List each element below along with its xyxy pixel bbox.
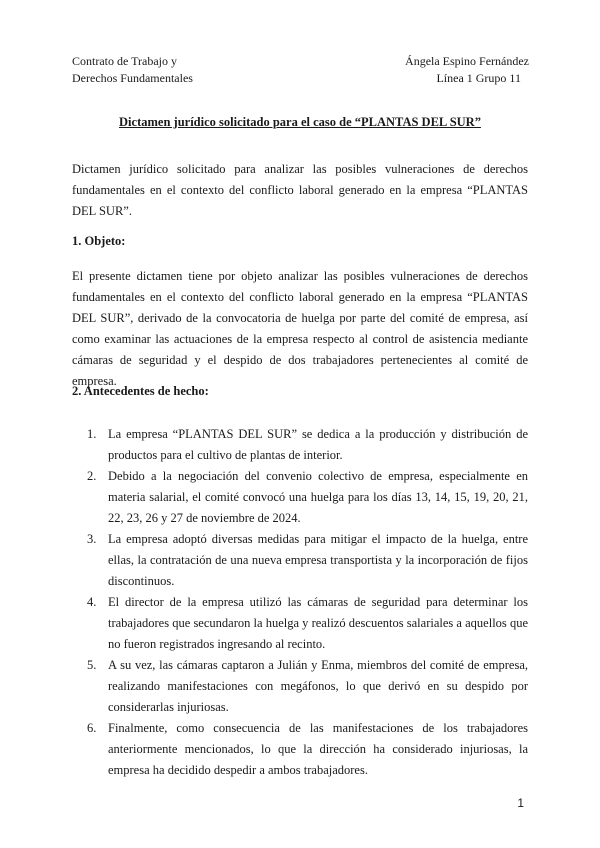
list-item-text: Finalmente, como consecuencia de las manifestaciones de los trabajadores anteriormente mencionados, lo que la dirección ha considerado injuriosas, la empresa ha decidido despedir a ambos trabajadores. bbox=[108, 721, 528, 777]
list-item bbox=[72, 655, 528, 718]
header-course-line2: Derechos Fundamentales bbox=[72, 71, 193, 85]
list-item-number: 5. bbox=[87, 658, 97, 672]
document-title: Dictamen jurídico solicitado para el caso de “PLANTAS DEL SUR” bbox=[119, 115, 481, 129]
header-right bbox=[405, 53, 529, 87]
header-left bbox=[72, 53, 193, 87]
list-item-text: La empresa “PLANTAS DEL SUR” se dedica a la producción y distribución de productos para el cultivo de plantas de interior. bbox=[108, 427, 528, 462]
list-item bbox=[72, 529, 528, 592]
list-item bbox=[72, 466, 528, 529]
list-item bbox=[72, 592, 528, 655]
intro-paragraph: Dictamen jurídico solicitado para analizar las posibles vulneraciones de derechos fundamentales en el contexto del conflicto laboral generado en la empresa “PLANTAS DEL SUR”. bbox=[72, 162, 528, 218]
list-item-text: El director de la empresa utilizó las cámaras de seguridad para determinar los trabajadores que secundaron la huelga y realizó descuentos salariales a aquellos que no fueron registrados ingresando al recinto. bbox=[108, 595, 528, 651]
list-item-number: 1. bbox=[87, 427, 97, 441]
header-course-line1: Contrato de Trabajo y bbox=[72, 54, 177, 68]
list-item bbox=[72, 718, 528, 781]
list-item bbox=[72, 424, 528, 466]
list-item-text: A su vez, las cámaras captaron a Julián y Enma, miembros del comité de empresa, realizando manifestaciones con megáfonos, lo que derivó en su despido por considerarlas injuriosas. bbox=[108, 658, 528, 714]
header-group: Línea 1 Grupo 11 bbox=[436, 71, 521, 85]
list-item-text: La empresa adoptó diversas medidas para mitigar el impacto de la huelga, entre ellas, la contratación de una nueva empresa transportista y la incorporación de fijos discontinuos. bbox=[108, 532, 528, 588]
list-item-number: 4. bbox=[87, 595, 97, 609]
header-author: Ángela Espino Fernández bbox=[405, 54, 529, 68]
section-heading-antecedentes: 2. Antecedentes de hecho: bbox=[72, 384, 209, 398]
list-item-text: Debido a la negociación del convenio colectivo de empresa, especialmente en materia salarial, el comité convocó una huelga para los días 13, 14, 15, 19, 20, 21, 22, 23, 26 y 27 de noviembre de 2024. bbox=[108, 469, 528, 525]
objeto-paragraph: El presente dictamen tiene por objeto analizar las posibles vulneraciones de derechos fundamentales en el contexto del conflicto laboral generado en la empresa “PLANTAS DEL SUR”, derivado de la convocatoria de huelga por parte del comité de empresa, así como examinar las actuaciones de la empresa respecto al control de asistencia mediante cámaras de seguridad y el despido de dos trabajadores pertenecientes al comité de empresa. bbox=[72, 269, 528, 388]
list-item-number: 2. bbox=[87, 469, 97, 483]
page-number: 1 bbox=[517, 796, 524, 810]
section-heading-objeto: 1. Objeto: bbox=[72, 234, 126, 248]
list-item-number: 6. bbox=[87, 721, 97, 735]
facts-list bbox=[72, 424, 528, 781]
list-item-number: 3. bbox=[87, 532, 97, 546]
